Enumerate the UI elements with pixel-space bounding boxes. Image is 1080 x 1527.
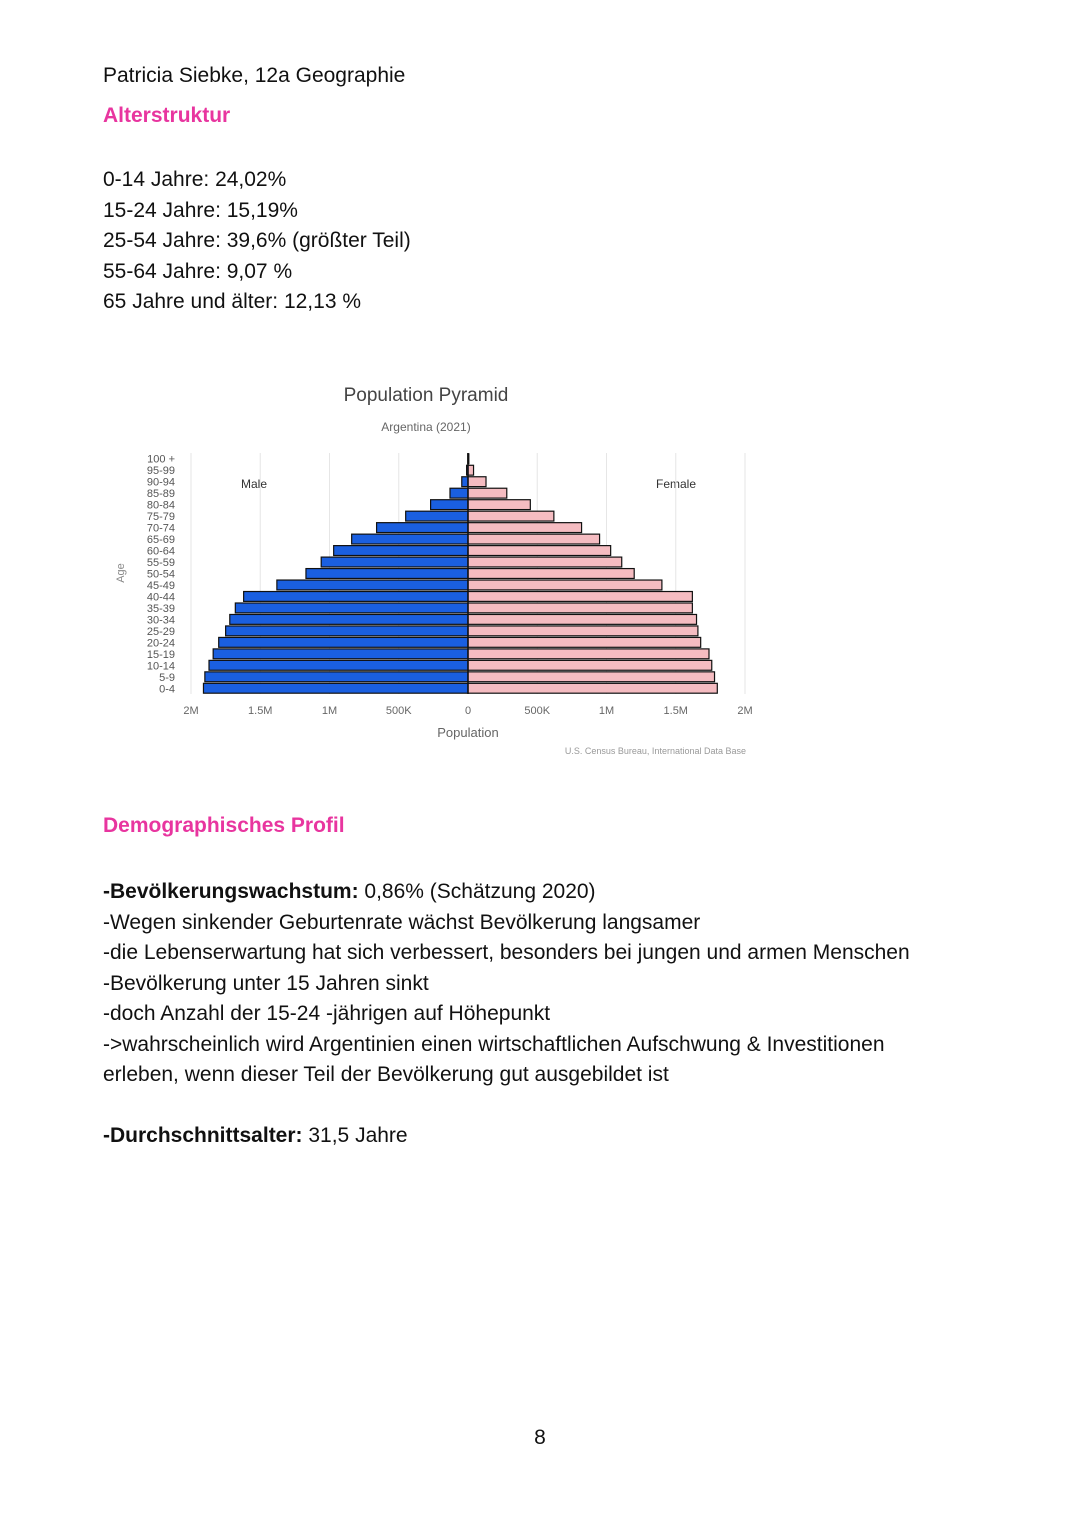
y-tick-label: 80-84 xyxy=(146,499,175,512)
profile-line: -Wegen sinkender Geburtenrate wächst Bevölkerung langsamer xyxy=(103,910,701,934)
page-number: 8 xyxy=(534,1426,546,1449)
y-tick-label: 95-99 xyxy=(146,465,175,478)
y-tick-label: 25-29 xyxy=(146,625,175,638)
bar-male xyxy=(219,637,468,647)
bar-male xyxy=(203,683,468,693)
y-tick-label: 100 + xyxy=(147,453,175,466)
y-tick-label: 50-54 xyxy=(146,568,175,581)
bar-male xyxy=(377,523,468,533)
bar-female xyxy=(468,523,582,533)
bar-male xyxy=(334,546,468,556)
bar-male xyxy=(226,626,468,636)
median-label: -Durchschnittsalter: xyxy=(103,1124,303,1147)
bar-female xyxy=(468,672,715,682)
bar-female xyxy=(468,546,611,556)
section-heading-age-structure: Alterstruktur xyxy=(103,104,231,127)
bar-female xyxy=(468,649,709,659)
chart-title: Population Pyramid xyxy=(343,385,509,406)
bar-male xyxy=(306,569,468,579)
growth-line xyxy=(103,877,1003,908)
bar-female xyxy=(468,683,717,693)
bar-female xyxy=(468,637,701,647)
y-tick-label: 10-14 xyxy=(146,660,175,673)
list-item: 65 Jahre und älter: 12,13 % xyxy=(103,290,362,313)
legend-female: Female xyxy=(655,477,697,491)
bar-male xyxy=(450,488,468,498)
profile-line: ->wahrscheinlich wird Argentinien einen wirtschaftlichen Aufschwung & Investitionen xyxy=(103,1032,885,1056)
list-item: 15-24 Jahre: 15,19% xyxy=(103,198,298,222)
y-tick-label: 55-59 xyxy=(146,557,175,570)
median-value: 31,5 Jahre xyxy=(302,1124,408,1147)
x-tick-label: 1.5M xyxy=(248,705,273,717)
y-tick-label: 40-44 xyxy=(146,591,175,604)
bar-male xyxy=(406,511,468,521)
x-tick-label: 2M xyxy=(183,705,199,717)
x-tick-label: 1M xyxy=(598,705,615,717)
y-tick-label: 85-89 xyxy=(146,488,175,501)
y-tick-label: 0-4 xyxy=(159,683,175,696)
x-tick-label: 1.5M xyxy=(663,705,688,717)
list-item: 25-54 Jahre: 39,6% (größter Teil) xyxy=(103,229,411,252)
bar-female xyxy=(468,534,600,544)
chart-subtitle: Argentina (2021) xyxy=(381,420,471,434)
growth-value: 0,86% (Schätzung 2020) xyxy=(358,880,596,903)
bar-male xyxy=(235,603,468,613)
y-axis-label: Age xyxy=(115,563,127,583)
bar-female xyxy=(468,569,634,579)
profile-line: -Bevölkerung unter 15 Jahren sinkt xyxy=(103,971,429,995)
y-tick-label: 20-24 xyxy=(146,637,175,650)
x-tick-label: 500K xyxy=(385,705,412,717)
bar-male xyxy=(213,649,468,659)
x-tick-label: 500K xyxy=(524,705,551,717)
chart-source: U.S. Census Bureau, International Data Base xyxy=(564,746,746,756)
legend-male: Male xyxy=(240,477,268,491)
x-tick-label: 1M xyxy=(321,705,338,717)
author-line: Patricia Siebke, 12a Geographie xyxy=(103,64,406,87)
bar-male xyxy=(244,592,468,602)
y-tick-label: 60-64 xyxy=(146,545,175,558)
bar-female xyxy=(468,477,486,487)
y-tick-label: 35-39 xyxy=(146,602,175,615)
x-tick-label: 2M xyxy=(737,705,753,717)
bar-female xyxy=(468,511,554,521)
bar-male xyxy=(205,672,468,682)
bar-female xyxy=(468,557,622,567)
median-age-line xyxy=(103,1124,408,1148)
bar-female xyxy=(468,660,712,670)
y-tick-label: 15-19 xyxy=(146,648,175,661)
y-tick-label: 65-69 xyxy=(146,534,175,547)
bar-female xyxy=(468,580,662,590)
list-item: 0-14 Jahre: 24,02% xyxy=(103,168,287,191)
bar-male xyxy=(352,534,468,544)
bar-female xyxy=(468,488,507,498)
bar-female xyxy=(468,500,530,510)
x-axis-label: Population xyxy=(437,725,499,740)
y-tick-label: 70-74 xyxy=(146,522,175,535)
bar-female xyxy=(468,626,698,636)
bar-male xyxy=(277,580,468,590)
y-tick-label: 75-79 xyxy=(146,511,175,524)
profile-line: erleben, wenn dieser Teil der Bevölkerung gut ausgebildet ist xyxy=(103,1063,669,1086)
bar-female xyxy=(468,465,474,475)
y-tick-label: 5-9 xyxy=(159,671,175,684)
bar-female xyxy=(468,592,692,602)
section-heading-demographic-profile: Demographisches Profil xyxy=(103,814,345,837)
profile-line: -doch Anzahl der 15-24 -jährigen auf Höhepunkt xyxy=(103,1002,551,1025)
y-tick-label: 90-94 xyxy=(146,476,175,489)
bar-male xyxy=(431,500,468,510)
y-tick-label: 45-49 xyxy=(146,579,175,592)
bar-male xyxy=(230,614,468,624)
bar-male xyxy=(209,660,468,670)
bar-female xyxy=(468,603,692,613)
bar-female xyxy=(468,614,697,624)
x-tick-label: 0 xyxy=(464,705,472,717)
demographic-profile-text xyxy=(103,877,1003,1091)
bar-male xyxy=(321,557,468,567)
growth-label: -Bevölkerungswachstum: xyxy=(103,880,359,903)
profile-line: -die Lebenserwartung hat sich verbessert, besonders bei jungen und armen Menschen xyxy=(103,941,910,964)
list-item: 55-64 Jahre: 9,07 % xyxy=(103,259,293,283)
y-tick-label: 30-34 xyxy=(146,614,175,627)
bar-male xyxy=(462,477,468,487)
